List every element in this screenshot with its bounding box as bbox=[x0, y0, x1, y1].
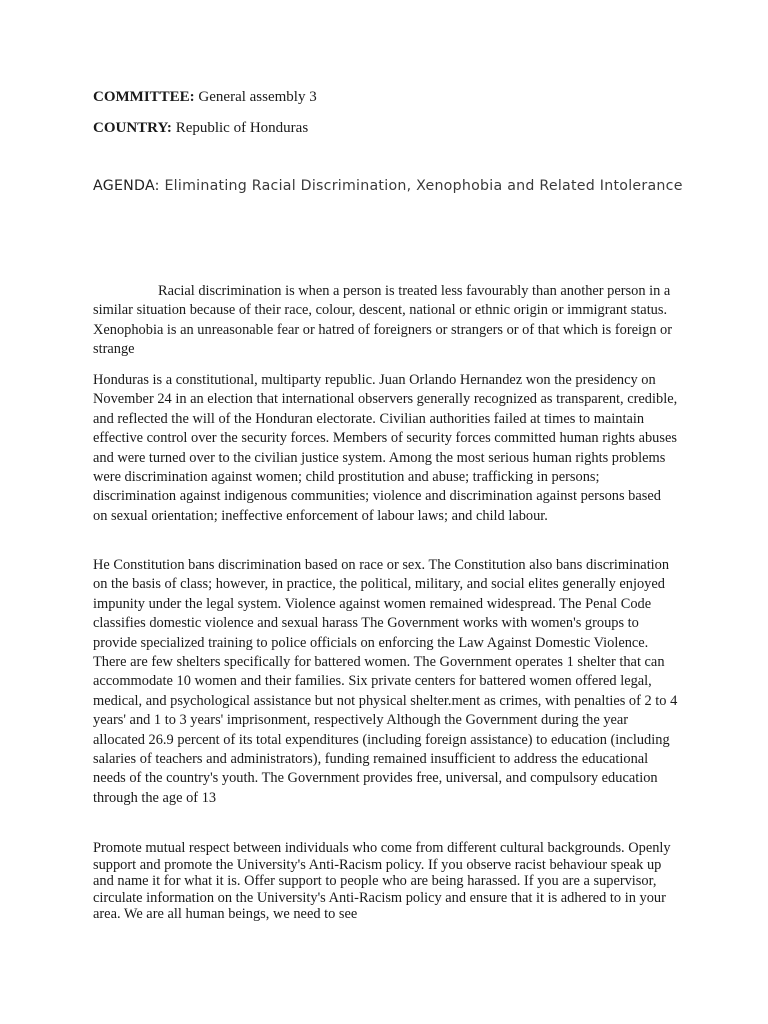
country-label: COUNTRY: bbox=[93, 120, 172, 136]
paragraph-honduras-politics: Honduras is a constitutional, multiparty republic. Juan Orlando Hernandez won the presidency on November 24 in an election that international observers generally recognized as transparent, credible, and reflected the will of the Honduran electorate. Civilian authorities failed at times to maintain effective control over the security forces. Members of security forces committed human rights abuses and were turned over to the civilian justice system. Among the most serious human rights problems were discrimination against women; child prostitution and abuse; trafficking in persons; discrimination against indigenous communities; violence and discrimination against persons based on sexual orientation; ineffective enforcement of labour laws; and child labour. bbox=[93, 372, 678, 524]
country-value: Republic of Honduras bbox=[175, 120, 309, 136]
agenda-heading bbox=[93, 166, 693, 206]
paragraph-definition: Racial discrimination is when a person is treated less favourably than another person in a similar situation because of their race, colour, descent, national or ethnic origin or immigrant status. Xenophobia is an unreasonable fear or hatred of foreigners or strangers or of that which is foreign or strange bbox=[93, 283, 673, 358]
committee-value: General assembly 3 bbox=[198, 89, 317, 105]
paragraph-constitution: He Constitution bans discrimination based on race or sex. The Constitution also bans discrimination on the basis of class; however, in practice, the political, military, and social elites generally enjoyed impunity under the legal system. Violence against women remained widespread. The Penal Code classifies domestic violence and sexual harass The Government works with women's groups to provide specialized training to police officials on enforcing the Law Against Domestic Violence. There are few shelters specifically for battered women. The Government operates 1 shelter that can accommodate 10 women and their families. Six private centers for battered women offered legal, medical, and psychological assistance but not physical shelter.ment as crimes, with penalties of 2 to 4 years' and 1 to 3 years' imprisonment, respectively Although the Government during the year allocated 26.9 percent of its total expenditures (including foreign assistance) to education (including salaries of teachers and administrators), funding remained insufficient to address the educational needs of the country's youth. The Government provides free, universal, and compulsory education through the age of 13 bbox=[93, 557, 678, 806]
committee-label: COMMITTEE: bbox=[93, 89, 195, 105]
agenda-label: AGENDA: bbox=[93, 178, 160, 194]
committee-line bbox=[93, 88, 317, 106]
paragraph-recommendations: Promote mutual respect between individuals who come from different cultural backgrounds. Openly support and promote the University's Anti-Racism policy. If you observe racist behaviour speak up and name it for what it is. Offer support to people who are being harassed. If you are a supervisor, circulate information on the University's Anti-Racism policy and ensure that it is adhered to in your area. We are all human beings, we need to see bbox=[93, 840, 671, 922]
country-line bbox=[93, 119, 308, 137]
agenda-value: Eliminating Racial Discrimination, Xenophobia and Related Intolerance bbox=[164, 178, 683, 194]
